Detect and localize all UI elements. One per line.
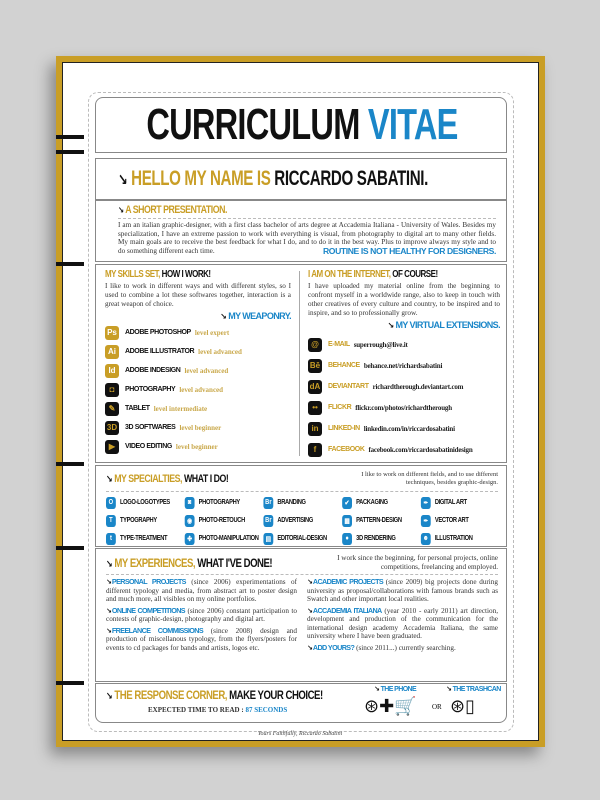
response-heading-b: MAKE YOUR CHOICE! [229, 688, 323, 702]
presentation-heading: A SHORT PRESENTATION. [125, 204, 227, 216]
specialty-name: LOGO-LOGOTYPES [119, 499, 170, 506]
arrow-icon: ↘ [106, 691, 113, 702]
link-icon: Bē [308, 359, 322, 373]
experience-item [106, 607, 297, 624]
read-time-value: 87 SECONDS [245, 706, 288, 714]
skill-item [105, 342, 291, 361]
link-name: DEVIANTART [328, 383, 369, 390]
experience-title: ACADEMIC PROJECTS [312, 577, 384, 586]
presentation-text: I am an italian graphic-designer, with a first class bachelor of arts degree at Accademia Italiana - University of Wales. Besides my specialization, I have an extreme passion to work with everything is visual, from photography to digital art to many other fields. My main goals are to receive the best feedback for what I do, and to do it in the best way. Plus to improve always my style and to do something different each time. [118, 221, 496, 255]
link-icon: f [308, 443, 322, 457]
experience-title: ACCADEMIA ITALIANA [312, 605, 382, 615]
trashcan-label: THE TRASHCAN [452, 686, 501, 693]
link-icon: in [308, 422, 322, 436]
specialty-name: EDITORIAL-DESIGN [277, 535, 327, 542]
link-icon: dA [308, 380, 322, 394]
experience-title: ADD YOURS? [312, 642, 355, 652]
skill-icon: 3D [105, 421, 119, 435]
experience-title: PERSONAL PROJECTS [111, 577, 186, 586]
arrow-icon: ↘ [446, 685, 452, 693]
arrow-icon: ↘ [106, 558, 113, 570]
binding-line [56, 546, 84, 550]
specialty-item [263, 531, 342, 546]
specialty-item [106, 531, 185, 546]
specialties-text: I like to work on different fields, and to use different techniques, besides graphic-design. [361, 471, 498, 486]
skill-name: ADOBE INDESIGN [125, 367, 181, 374]
skill-item [105, 380, 291, 399]
link-url[interactable]: richardtherough.deviantart.com [372, 382, 464, 391]
trashcan-choice-icon[interactable]: ⊛▯ [450, 696, 475, 717]
experience-title: FREELANCE COMMISSIONS [111, 625, 204, 635]
specialty-item [106, 495, 185, 510]
arrow-icon: ↘ [374, 685, 380, 693]
specialty-name: ILLUSTRATION [434, 535, 473, 542]
specialty-name: VECTOR ART [434, 517, 469, 524]
link-name: E-MAIL [328, 341, 350, 348]
binding-line [56, 150, 84, 154]
skill-item [105, 323, 291, 342]
experience-text: (year 2010 - early 2011) art direction, development and production of the communication for the international design academy Accademia Italiana, the same university where I have been graduated. [307, 606, 498, 640]
read-time-label: EXPECTED TIME TO READ : [148, 706, 244, 714]
title-box [95, 97, 507, 153]
arrow-icon: ↘ [106, 474, 113, 485]
experience-text: (since 2009) big projects done during university as proposal/collaborations with famous brands such as Swatch and other important local realities. [307, 578, 498, 603]
specialties-section [95, 465, 507, 547]
specialty-item [185, 531, 264, 546]
specialty-icon: ☻ [421, 533, 431, 545]
skills-heading-b: HOW I WORK! [161, 269, 211, 280]
link-item[interactable] [308, 418, 500, 439]
link-url[interactable]: superrough@live.it [353, 340, 408, 349]
specialty-name: TYPOGRAPHY [119, 517, 157, 524]
specialty-name: PACKAGING [356, 499, 388, 506]
link-name: BEHANCE [328, 362, 360, 369]
experience-text: (since 2006) experimentations of different typology and media, from abstract art to poster design and much more, all visibles on my online portfolios. [106, 578, 298, 603]
link-url[interactable]: facebook.com/riccardosabatinidesign [368, 445, 473, 454]
specialty-item [342, 513, 421, 528]
experience-item [106, 627, 297, 653]
experience-item [307, 644, 498, 653]
skill-name: PHOTOGRAPHY [125, 386, 176, 393]
specialty-name: PHOTO-MANIPULATION [198, 535, 259, 542]
binding-line [56, 462, 84, 466]
skill-level: level intermediate [153, 404, 208, 413]
response-heading-a: THE RESPONSE CORNER, [114, 688, 227, 702]
specialty-name: PHOTO-RETOUCH [198, 517, 245, 524]
experience-item [307, 578, 498, 604]
specialty-item [421, 531, 500, 546]
arrow-icon: ↘ [118, 170, 128, 189]
skill-icon: ▶ [105, 440, 119, 454]
internet-column [308, 269, 500, 460]
skill-level: level beginner [175, 442, 218, 451]
skills-column [105, 269, 291, 456]
specialties-heading-b: WHAT I DO! [183, 473, 229, 485]
experiences-section [95, 548, 507, 682]
skill-name: ADOBE ILLUSTRATOR [125, 348, 195, 355]
skills-subheading: MY WEAPONRY. [228, 311, 291, 321]
signature: Yours Faithfully, Riccardo Sabatini [257, 731, 343, 737]
specialty-name: BRANDING [277, 499, 306, 506]
link-name: FACEBOOK [328, 446, 365, 453]
specialty-item [421, 495, 500, 510]
skill-level: level advanced [184, 366, 229, 375]
link-item[interactable] [308, 355, 500, 376]
arrow-icon: ↘ [387, 321, 394, 330]
skill-icon: Id [105, 364, 119, 378]
skill-icon: Ps [105, 326, 119, 340]
specialty-item [421, 513, 500, 528]
specialty-name: PHOTOGRAPHY [198, 499, 240, 506]
skills-heading-a: MY SKILLS SET, [105, 269, 160, 280]
link-url[interactable]: linkedin.com/in/riccardosabatini [363, 424, 455, 433]
arrow-icon: ↘ [106, 578, 112, 586]
phone-label: THE PHONE [380, 686, 417, 693]
skills-text: I like to work in different ways and with different styles, so I used to combine a lot these softwares together, interaction is a great weapon of choice. [105, 282, 291, 308]
arrow-icon: ↘ [118, 206, 124, 216]
specialty-icon: ✒ [421, 515, 431, 527]
specialty-name: TYPE-TREATMENT [119, 535, 168, 542]
skill-icon: ✎ [105, 402, 119, 416]
experience-text: (since 2011...) currently searching. [356, 643, 456, 652]
presentation-section [95, 200, 507, 262]
hello-name: RICCARDO SABATINI. [274, 167, 428, 190]
title-word-1: CURRICULUM [146, 100, 360, 149]
skill-level: level beginner [179, 423, 222, 432]
specialty-icon: O [106, 497, 116, 509]
arrow-icon: ↘ [106, 626, 112, 635]
presentation-motto: ROUTINE IS NOT HEALTHY FOR DESIGNERS. [322, 245, 496, 256]
specialty-icon: ◉ [185, 515, 195, 527]
specialty-item [263, 513, 342, 528]
skill-level: level expert [194, 328, 230, 337]
internet-text: I have uploaded my material online from the beginning to confront myself in a worldwide range, also to keep in touch with other creatives of every culture and country, to be inspired and to inspire, and so to professionally grow. [308, 282, 500, 317]
specialty-name: 3D RENDERING [356, 535, 396, 542]
skill-item [105, 399, 291, 418]
specialty-icon: Br [263, 497, 273, 509]
specialties-heading-a: MY SPECIALTIES, [114, 473, 182, 485]
arrow-icon: ↘ [307, 643, 313, 652]
experiences-heading-a: MY EXPERIENCES, [114, 555, 196, 570]
specialty-icon: T [106, 515, 116, 527]
internet-heading-b: OF COURSE! [392, 269, 438, 280]
experiences-heading-b: WHAT I'VE DONE! [197, 555, 273, 570]
link-item[interactable] [308, 334, 500, 355]
experience-text: (since 2006) constant participation to contests of graphic-design, photography and digital art. [106, 606, 298, 623]
skill-item [105, 437, 291, 456]
hello-box [95, 158, 507, 200]
specialty-icon: ● [342, 533, 352, 545]
experience-item [106, 578, 297, 604]
specialty-item [185, 495, 264, 510]
skill-level: level advanced [198, 347, 242, 356]
specialty-item [106, 513, 185, 528]
link-name: LINKED-IN [328, 425, 360, 432]
specialty-icon: ✔ [342, 497, 352, 509]
experiences-text: I work since the beginning, for personal projects, online competitions, freelancing and employed. [337, 554, 498, 571]
skill-name: VIDEO EDITING [125, 443, 172, 450]
skill-name: TABLET [125, 405, 150, 412]
experience-title: ONLINE COMPETITIONS [111, 605, 185, 615]
response-section [95, 683, 507, 723]
skill-icon: ◘ [105, 383, 119, 397]
link-item[interactable] [308, 439, 500, 460]
specialty-icon: t [106, 533, 116, 545]
specialty-icon: Br [263, 515, 273, 527]
arrow-icon: ↘ [307, 606, 313, 615]
skill-item [105, 361, 291, 380]
skill-level: level advanced [179, 385, 224, 394]
specialty-item [263, 495, 342, 510]
specialty-icon: ▦ [342, 515, 352, 527]
specialty-icon: ▤ [263, 533, 273, 545]
specialty-icon: ✤ [185, 533, 195, 545]
specialty-icon: ✒ [421, 497, 431, 509]
link-item[interactable] [308, 397, 500, 418]
title-word-2: VITAE [367, 100, 458, 149]
specialty-item [342, 495, 421, 510]
choice-area [364, 685, 504, 721]
specialty-icon: ◙ [185, 497, 195, 509]
specialty-name: ADVERTISING [277, 517, 314, 524]
link-name: FLICKR [328, 404, 352, 411]
link-url[interactable]: behance.net/richardsabatini [363, 361, 443, 370]
link-item[interactable] [308, 376, 500, 397]
binding-line [56, 262, 84, 266]
skills-internet-section [95, 264, 507, 463]
arrow-icon: ↘ [220, 312, 227, 321]
internet-heading-a: I AM ON THE INTERNET, [308, 269, 391, 280]
specialty-name: PATTERN-DESIGN [356, 517, 402, 524]
skill-name: 3D SOFTWARES [125, 424, 176, 431]
binding-line [56, 681, 84, 685]
link-url[interactable]: flickr.com/photos/richardtherough [355, 403, 452, 412]
skill-item [105, 418, 291, 437]
page-title [102, 98, 502, 152]
hello-lead: HELLO MY NAME IS [131, 167, 271, 190]
arrow-icon: ↘ [106, 606, 112, 615]
or-label: OR [432, 703, 442, 711]
skill-icon: Ai [105, 345, 119, 359]
specialty-item [342, 531, 421, 546]
specialty-item [185, 513, 264, 528]
internet-subheading: MY VIRTUAL EXTENSIONS. [395, 320, 500, 330]
experience-text: (since 2008) design and production of miscellanous typology, from the flyers/posters for events to cd packages for bands and artists, logos etc. [106, 626, 297, 652]
phone-choice-icon[interactable]: ⊛✚🛒 [364, 696, 417, 717]
specialty-name: DIGITAL ART [434, 499, 467, 506]
arrow-icon: ↘ [307, 578, 313, 586]
experience-item [307, 607, 498, 641]
link-icon: •• [308, 401, 322, 415]
link-icon: @ [308, 338, 322, 352]
skill-name: ADOBE PHOTOSHOP [125, 329, 191, 336]
binding-line [56, 135, 84, 139]
